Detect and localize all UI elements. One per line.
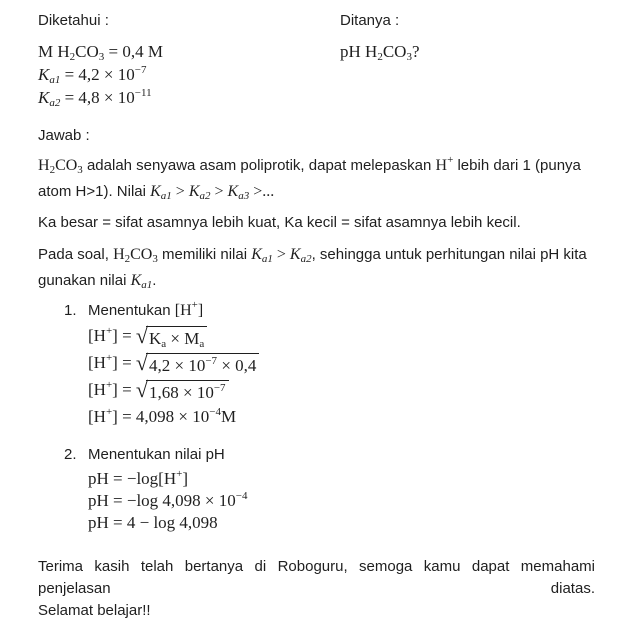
math-text: ] =: [112, 326, 136, 345]
step-2-equations: [88, 468, 595, 534]
math-text: = 0,4 M: [104, 42, 163, 61]
superscript: +: [105, 325, 113, 337]
subscript: a2: [199, 190, 211, 202]
subscript: 3: [77, 164, 83, 176]
math-text: CO: [75, 42, 99, 61]
ka-comparison: [251, 246, 311, 263]
math-text: [H: [88, 353, 106, 372]
math-text: = 4,2 × 10: [60, 65, 135, 84]
explanation-paragraph-3: [38, 242, 595, 294]
body-text: Menentukan: [88, 302, 175, 319]
math-text: × 0,4: [217, 356, 257, 375]
subscript: a3: [238, 190, 250, 202]
given-values: [38, 40, 340, 109]
math-text: >: [210, 183, 228, 200]
math-text: 4,098 × 10: [135, 407, 210, 426]
superscript: +: [447, 154, 454, 166]
variable: K: [150, 183, 161, 200]
body-text: .: [152, 272, 157, 289]
subscript: a1: [141, 279, 153, 291]
superscript: +: [105, 406, 113, 418]
molarity-equation: [38, 40, 340, 63]
subscript: 2: [69, 51, 76, 63]
superscript: −7: [205, 355, 218, 367]
closing-message: [38, 556, 595, 622]
body-text: , sehingga untuk perhitungan nilai pH kita gunakan nilai: [38, 246, 587, 289]
step-number: 2.: [64, 446, 77, 463]
superscript: −4: [235, 490, 248, 502]
superscript: +: [176, 468, 183, 480]
formula-h2co3: [38, 157, 83, 174]
variable: K: [130, 272, 142, 289]
asked-section: [340, 12, 595, 109]
math-text: ] =: [112, 353, 136, 372]
variable: K: [251, 246, 262, 263]
variable: K: [227, 183, 239, 200]
square-root: [135, 350, 259, 378]
math-text: >: [272, 246, 290, 263]
math-text: H: [435, 157, 448, 174]
math-text: pH =: [88, 491, 127, 510]
subscript: 3: [406, 51, 412, 63]
equation-ph-log-value: [88, 490, 595, 512]
subscript: 2: [124, 253, 131, 265]
square-root: [135, 323, 207, 351]
math-text: M H: [38, 42, 70, 61]
equation-h-result: [88, 405, 595, 429]
known-label: Diketahui :: [38, 12, 109, 29]
formula-hplus-bracket: [174, 299, 204, 319]
variable: K: [289, 246, 301, 263]
radicand: [146, 353, 259, 378]
radical-sign-icon: √: [135, 350, 148, 375]
subscript: a: [199, 338, 205, 350]
math-text: −log 4,098 × 10: [126, 491, 236, 510]
step-2: [38, 445, 595, 534]
math-text: ]: [182, 469, 189, 488]
formula-hplus: [435, 154, 454, 174]
math-text: H: [113, 246, 125, 263]
known-section: [38, 12, 340, 109]
math-text: K: [149, 329, 162, 348]
math-text: ×: [166, 329, 185, 348]
math-text: >: [171, 183, 189, 200]
body-text: adalah senyawa asam poliprotik, dapat melepaskan: [82, 157, 436, 174]
variable: K: [38, 88, 50, 107]
math-text: 4,2 × 10: [149, 356, 206, 375]
body-text: Pada soal,: [38, 246, 114, 263]
radical-sign-icon: √: [135, 377, 148, 402]
superscript: +: [105, 352, 113, 364]
math-text: ?: [411, 42, 420, 61]
math-text: [H: [88, 380, 106, 399]
equation-sqrt-product: [88, 378, 595, 405]
math-text: [H: [88, 326, 106, 345]
subscript: a1: [49, 74, 61, 86]
radicand: [146, 380, 229, 405]
explanation-paragraph-1: [38, 153, 595, 205]
answer-label: Jawab :: [38, 127, 90, 144]
equation-sqrt-values: [88, 351, 595, 378]
radicand: [146, 326, 207, 351]
superscript: +: [105, 379, 113, 391]
subscript: 2: [49, 164, 56, 176]
math-text: CO: [55, 157, 78, 174]
math-text: = 4,8 × 10: [60, 88, 135, 107]
closing-line-2: Selamat belajar!!: [38, 602, 151, 619]
step-title-text: [88, 301, 203, 321]
subscript: a2: [300, 253, 312, 265]
equation-ph-result: pH = 4 − log 4,098: [88, 513, 218, 532]
step-1-title: [38, 301, 595, 321]
superscript: −7: [134, 64, 147, 76]
subscript: a1: [160, 190, 172, 202]
formula-ka1: [131, 272, 153, 289]
explanation-paragraph-2: Ka besar = sifat asamnya lebih kuat, Ka kecil = sifat asamnya lebih kecil.: [38, 214, 521, 231]
equation-sqrt-ka-ma: [88, 324, 595, 351]
equation-ph-log: [88, 468, 595, 490]
problem-header: [38, 12, 595, 109]
math-text: ]: [197, 302, 204, 319]
asked-label: Ditanya :: [340, 12, 400, 29]
step-number: 1.: [64, 302, 77, 319]
subscript: 3: [98, 51, 105, 63]
math-text: H: [38, 157, 50, 174]
asked-values: [340, 40, 595, 63]
subscript: a1: [261, 253, 273, 265]
body-text: lebih dari 1 (punya atom H>1). Nilai: [38, 157, 581, 200]
superscript: +: [191, 299, 198, 311]
math-text: [H: [174, 302, 192, 319]
math-text: pH =: [88, 469, 127, 488]
math-text: ] =: [112, 407, 136, 426]
subscript: 3: [152, 253, 158, 265]
body-text: memiliki nilai: [157, 246, 252, 263]
ph-question: [340, 40, 595, 63]
ka-comparison: [150, 183, 274, 200]
subscript: a2: [49, 97, 61, 109]
math-text: −log[H: [126, 469, 177, 488]
math-text: M: [220, 407, 237, 426]
step-2-title: [38, 445, 595, 465]
superscript: −4: [209, 406, 221, 418]
subscript: 2: [377, 51, 383, 63]
ka2-equation: [38, 86, 340, 109]
variable: K: [188, 183, 200, 200]
step-1-equations: [88, 324, 595, 429]
math-text: M: [184, 329, 200, 348]
math-text: 1,68 × 10: [149, 383, 214, 402]
radical-sign-icon: √: [135, 323, 148, 348]
math-text: CO: [382, 42, 407, 61]
math-text: CO: [130, 246, 153, 263]
math-text: >...: [249, 183, 275, 200]
step-1: [38, 301, 595, 429]
ka1-equation: [38, 63, 340, 86]
superscript: −7: [213, 382, 226, 394]
math-text: [H: [88, 407, 106, 426]
variable: K: [38, 65, 50, 84]
math-text: ] =: [112, 380, 136, 399]
formula-h2co3: [113, 246, 158, 263]
superscript: −11: [134, 87, 152, 99]
closing-line-1: Terima kasih telah bertanya di Roboguru, semoga kamu dapat memahami penjelasan diatas.: [38, 558, 595, 597]
math-text: pH H: [340, 42, 378, 61]
square-root: [135, 377, 229, 405]
solution-steps: [38, 301, 595, 534]
subscript: a: [161, 338, 167, 350]
step-title-text: Menentukan nilai pH: [88, 446, 225, 463]
